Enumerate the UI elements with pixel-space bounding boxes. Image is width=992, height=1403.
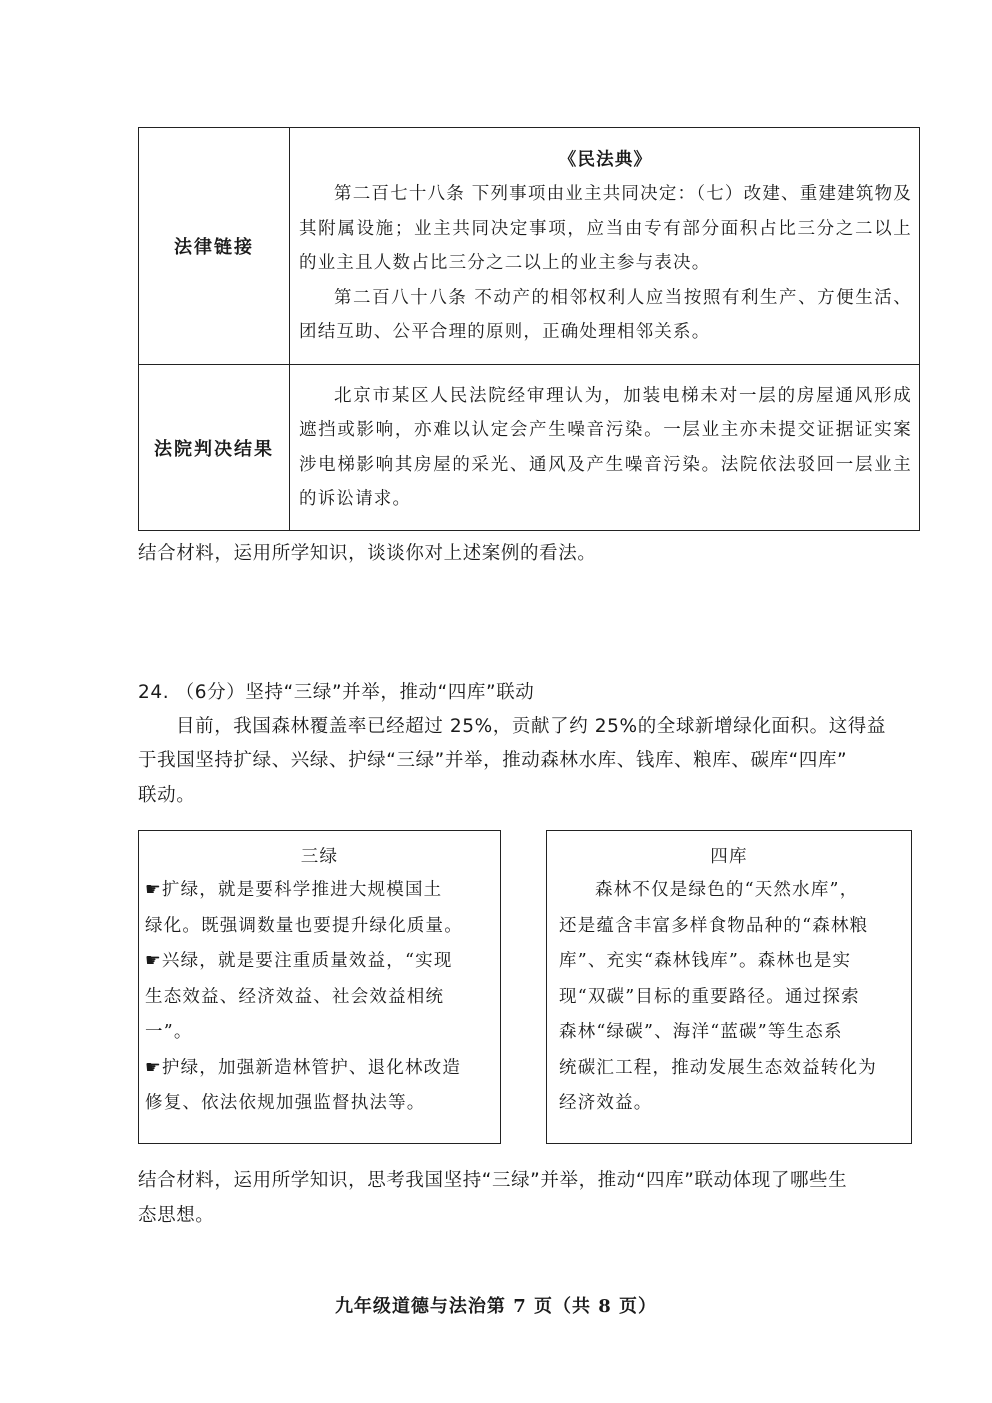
law-link-content xyxy=(290,128,920,365)
civil-code-title: 《民法典》 xyxy=(558,149,653,170)
four-reserves-line: 还是蕴含丰富多样食物品种的“森林粮 xyxy=(559,915,869,936)
four-reserves-line: 森林不仅是绿色的“天然水库”， xyxy=(595,880,859,900)
four-reserves-title: 四库 xyxy=(710,847,748,867)
court-ruling-text: 北京市某区人民法院经审理认为，加装电梯未对一层的房屋通风形成遮挡或影响，亦难以认定会产生噪音污染。一层业主亦未提交证据证实案涉电梯影响其房屋的采光、通风及产生噪音污染。法院依法驳回一层业主的诉讼请求。 xyxy=(299,385,912,509)
table-row-law-link xyxy=(139,128,920,365)
question-23-prompt: 结合材料，运用所学知识，谈谈你对上述案例的看法。 xyxy=(138,543,597,564)
question-24-intro-line-3: 联动。 xyxy=(138,785,196,806)
four-reserves-line: 统碳汇工程，推动发展生态效益转化为 xyxy=(559,1057,877,1078)
question-24-intro-line-1: 目前，我国森林覆盖率已经超过 25%，贡献了约 25%的全球新增绿化面积。这得益 xyxy=(176,716,887,737)
three-green-content xyxy=(139,873,500,1122)
row-label-law-link: 法律链接 xyxy=(139,128,290,365)
three-green-line: 绿化。既强调数量也要提升绿化质量。 xyxy=(145,915,463,936)
question-24-header: 24. （6分）坚持“三绿”并举，推动“四库”联动 xyxy=(138,682,535,703)
article-288: 第二百八十八条 不动产的相邻权利人应当按照有利生产、方便生活、团结互助、公平合理的原则，正确处理相邻关系。 xyxy=(299,287,912,342)
three-green-line: ☛兴绿，就是要注重质量效益，“实现 xyxy=(145,951,453,971)
page-footer: 九年级道德与法治第 7 页（共 8 页） xyxy=(334,1296,658,1317)
question-24-intro-line-2: 于我国坚持扩绿、兴绿、护绿“三绿”并举，推动森林水库、钱库、粮库、碳库“四库” xyxy=(138,750,848,771)
three-green-title: 三绿 xyxy=(300,847,339,867)
question-24-prompt-line-1: 结合材料，运用所学知识，思考我国坚持“三绿”并举，推动“四库”联动体现了哪些生 xyxy=(138,1170,848,1191)
question-24-prompt-line-2: 态思想。 xyxy=(138,1205,215,1226)
law-case-table xyxy=(138,127,920,531)
four-reserves-content xyxy=(547,873,911,1122)
four-reserves-box xyxy=(546,830,912,1144)
three-green-line: ☛护绿，加强新造林管护、退化林改造 xyxy=(145,1057,462,1078)
four-reserves-line: 经济效益。 xyxy=(559,1093,653,1113)
three-green-line: 一”。 xyxy=(145,1022,193,1042)
four-reserves-line: 现“双碳”目标的重要路径。通过探索 xyxy=(559,986,860,1007)
three-green-line: 修复、依法依规加强监督执法等。 xyxy=(145,1093,426,1113)
three-green-box xyxy=(138,830,501,1144)
table-row-court-ruling xyxy=(139,365,920,531)
court-ruling-content xyxy=(290,365,920,531)
three-green-line: ☛扩绿，就是要科学推进大规模国土 xyxy=(145,880,443,900)
four-reserves-line: 森林“绿碳”、海洋“蓝碳”等生态系 xyxy=(559,1022,843,1042)
article-278: 第二百七十八条 下列事项由业主共同决定：（七）改建、重建建筑物及其附属设施；业主共同决定事项，应当由专有部分面积占比三分之二以上的业主且人数占比三分之二以上的业主参与表决。 xyxy=(299,184,912,273)
three-green-line: 生态效益、经济效益、社会效益相统 xyxy=(145,986,445,1007)
row-label-court-ruling: 法院判决结果 xyxy=(139,365,290,531)
four-reserves-line: 库”、充实“森林钱库”。森林也是实 xyxy=(559,951,852,971)
